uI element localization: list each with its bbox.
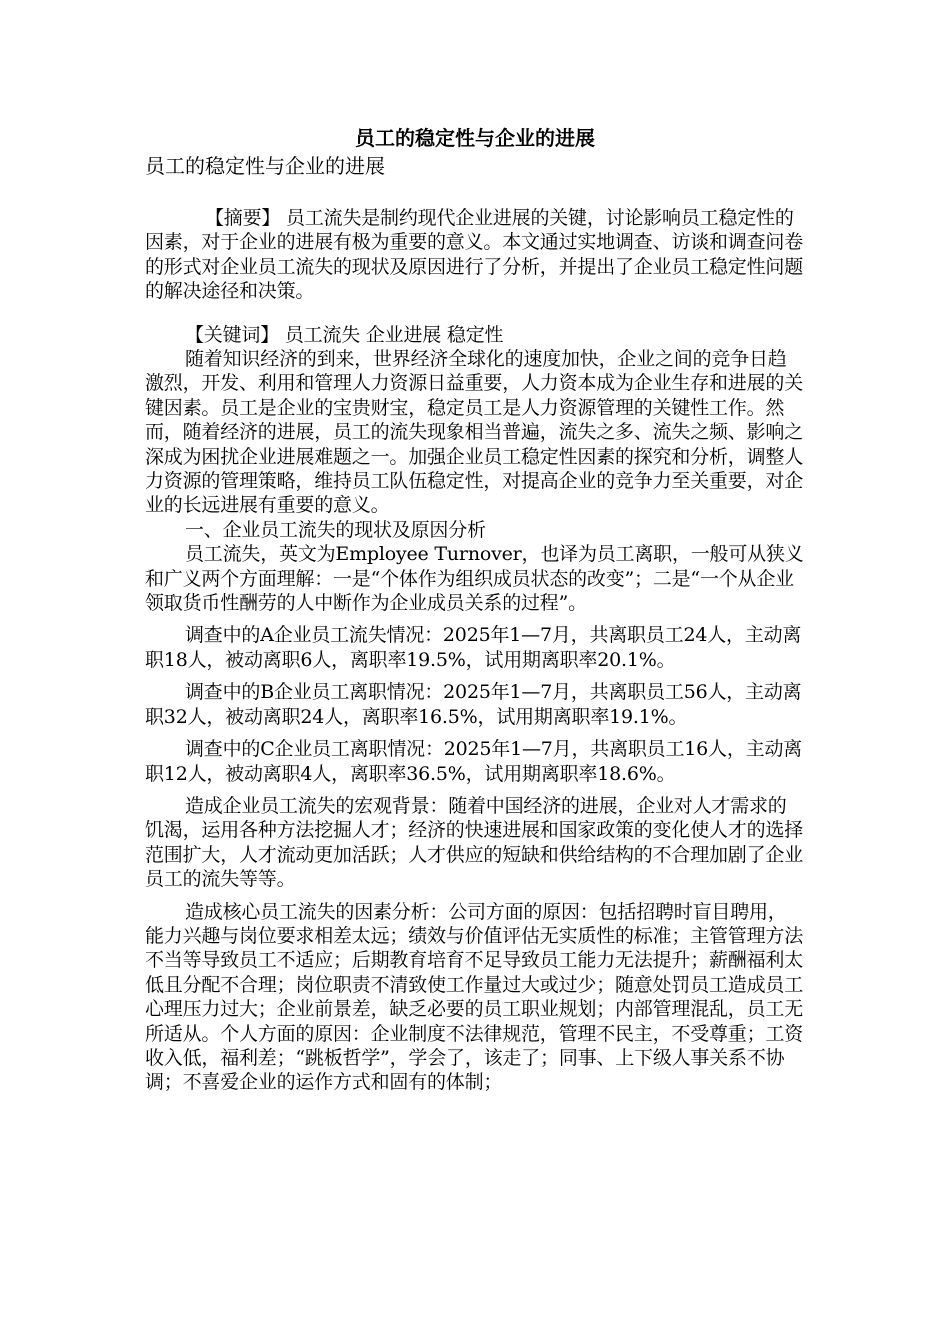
body-paragraph-core-factors: 造成核心员工流失的因素分析：公司方面的原因：包括招聘时盲目聘用，能力兴趣与岗位要求相差太远；绩效与价值评估无实质性的标准；主管管理方法不当等导致员工不适应；后期教育培育不足导致员工能力无法提升；薪酬福利太低且分配不合理；岗位职责不清致使工作量过大或过少；随意处罚员工造成员工心理压力过大；企业前景差，缺乏必要的员工职业规划；内部管理混乱，员工无所适从。个人方面的原因：企业制度不法律规范，管理不民主，不受尊重；工资收入低，福利差；“跳板哲学”，学会了，该走了；同事、上下级人事关系不协调；不喜爱企业的运作方式和固有的体制； — [145, 900, 804, 1094]
abstract-section — [145, 206, 805, 304]
main-body — [145, 347, 805, 1095]
abstract-paragraph: 【摘要】 员工流失是制约现代企业进展的关键，讨论影响员工稳定性的因素，对于企业的进展有极为重要的意义。本文通过实地调查、访谈和调查问卷的形式对企业员工流失的现状及原因进行了分析，并提出了企业员工稳定性问题的解决途径和决策。 — [145, 207, 804, 303]
body-paragraph-definition: 员工流失，英文为Employee Turnover，也译为员工离职，一般可从狭义和广义两个方面理解：一是“个体作为组织成员状态的改变”；二是“一个从企业领取货币性酬劳的人中断作为企业成员关系的过程”。 — [145, 543, 804, 615]
section-heading-1: 一、企业员工流失的现状及原因分析 — [185, 518, 486, 541]
body-paragraph-company-b: 调查中的B企业员工离职情况：2025年1—7月，共离职员工56人，主动离职32人，被动离职24人，离职率16.5%，试用期离职率19.1%。 — [145, 681, 802, 728]
body-paragraph-macro-background: 造成企业员工流失的宏观背景：随着中国经济的进展，企业对人才需求的饥渴，运用各种方法挖掘人才；经济的快速进展和国家政策的变化使人才的选择范围扩大，人才流动更加活跃；人才供应的短缺和供给结构的不合理加剧了企业员工的流失等等。 — [145, 794, 804, 891]
keywords-paragraph: 【关键词】 员工流失 企业进展 稳定性 — [185, 324, 504, 346]
body-paragraph-company-a: 调查中的A企业员工流失情况：2025年1—7月，共离职员工24人，主动离职18人，被动离职6人，离职率19.5%，试用期离职率20.1%。 — [145, 624, 802, 671]
document-title: 员工的稳定性与企业的进展 — [355, 126, 595, 150]
document-subtitle: 员工的稳定性与企业的进展 — [145, 154, 385, 178]
body-paragraph-intro: 随着知识经济的到来，世界经济全球化的速度加快，企业之间的竞争日趋激烈，开发、利用和管理人力资源日益重要，人力资本成为企业生存和进展的关键因素。员工是企业的宝贵财宝，稳定员工是人力资源管理的关键性工作。然而，随着经济的进展，员工的流失现象相当普遍，流失之多、流失之频、影响之深成为困扰企业进展难题之一。加强企业员工稳定性因素的探究和分析，调整人力资源的管理策略，维持员工队伍稳定性，对提高企业的竞争力至关重要，对企业的长远进展有重要的意义。 — [145, 348, 804, 517]
keywords-section — [145, 323, 805, 347]
body-paragraph-company-c: 调查中的C企业员工离职情况：2025年1—7月，共离职员工16人，主动离职12人，被动离职4人，离职率36.5%，试用期离职率18.6%。 — [145, 738, 803, 785]
